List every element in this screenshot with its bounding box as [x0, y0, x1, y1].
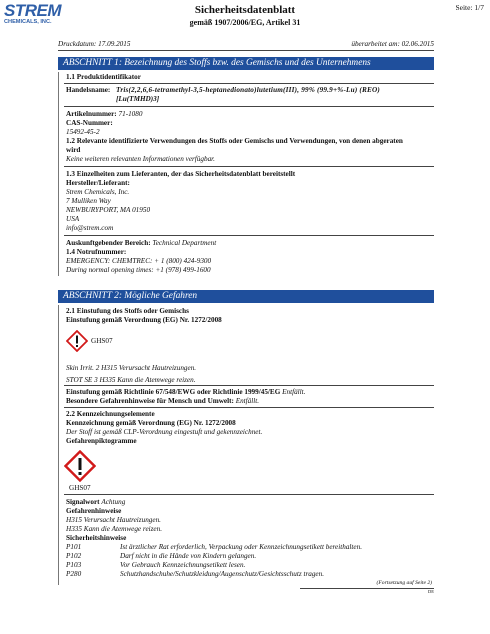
rule	[64, 235, 434, 236]
cas-label: CAS-Nummer:	[66, 119, 113, 127]
header-rule	[58, 50, 434, 51]
uses-text: Keine weiteren relevanten Informationen verfügbar.	[66, 155, 215, 163]
cas-value: 15492-45-2	[66, 128, 100, 136]
section-1-header	[58, 57, 434, 70]
trade-name-line-2: [Lu(TMHD)3]	[116, 95, 160, 103]
logo-subtitle: CHEMICALS, INC.	[4, 19, 52, 25]
p-code: P103	[66, 561, 82, 569]
p-text: Darf nicht in die Hände von Kindern gelangen.	[120, 552, 257, 560]
heading-1-2-line-1: 1.2 Relevante identifizierte Verwendungen des Stoffs oder Gemischs und Verwendungen, von denen abgeraten	[66, 137, 403, 145]
rule	[64, 385, 434, 386]
exclamation-hazard-icon	[66, 330, 88, 352]
info-dept-value: Technical Department	[152, 239, 217, 247]
hazard-statement: H335 Kann die Atemwege reizen.	[66, 525, 163, 533]
logo-wordmark: STREM	[4, 1, 61, 20]
stot-classification: STOT SE 3 H335 Kann die Atemwege reizen.	[66, 376, 196, 384]
info-dept-label: Auskunftgebender Bereich:	[66, 239, 151, 247]
document-title: Sicherheitsdatenblatt	[194, 4, 296, 16]
rule	[64, 494, 434, 495]
skin-irrit-classification: Skin Irrit. 2 H315 Verursacht Hautreizungen.	[66, 364, 197, 372]
old-directive-value: Entfällt.	[282, 388, 306, 396]
address-line: NEWBURYPORT, MA 01950	[66, 206, 151, 214]
signal-word-label: Signalwort	[66, 498, 100, 506]
document-subtitle: gemäß 1907/2006/EG, Artikel 31	[189, 18, 301, 27]
language-tag: DE	[428, 589, 434, 594]
heading-1-1: 1.1 Produktidentifikator	[66, 73, 141, 81]
section-1-title: ABSCHNITT 1: Bezeichnung des Stoffs bzw. des Gemischs und des Unternehmens	[63, 58, 371, 68]
emergency-phone: EMERGENCY: CHEMTREC: + 1 (800) 424-9300	[66, 257, 212, 265]
article-number-label: Artikelnummer:	[66, 110, 117, 118]
section-2-header	[58, 290, 434, 303]
rule	[64, 83, 434, 84]
section-1-margin-line	[58, 72, 59, 276]
pictograms-label: Gefahrenpiktogramme	[66, 437, 137, 445]
exclamation-hazard-icon	[64, 450, 96, 482]
precautionary-label: Sicherheitshinweise	[66, 534, 127, 542]
p-text: Schutzhandschuhe/Schutzkleidung/Augenschutz/Gesichtsschutz tragen.	[120, 570, 325, 578]
continued-note: (Fortsetzung auf Seite 2)	[376, 580, 432, 586]
heading-2-2: 2.2 Kennzeichnungselemente	[66, 410, 155, 418]
p-code: P102	[66, 552, 82, 560]
p-text: Vor Gebrauch Kennzeichnungsetikett lesen.	[120, 561, 246, 569]
clp-statement: Der Stoff ist gemäß CLP-Verordnung eingestuft und gekennzeichnet.	[66, 428, 263, 436]
heading-2-1: 2.1 Einstufung des Stoffs oder Gemischs	[66, 307, 189, 315]
heading-2-1-classification: Einstufung gemäß Verordnung (EG) Nr. 1272/2008	[66, 316, 222, 324]
ghs-code: GHS07	[69, 484, 91, 492]
heading-1-2-line-2: wird	[66, 146, 81, 154]
revision-date: überarbeitet am: 02.06.2015	[351, 40, 434, 48]
rule	[64, 166, 434, 167]
footer-rule	[300, 588, 434, 589]
trade-name-label: Handelsname:	[66, 86, 111, 94]
p-text: Ist ärztlicher Rat erforderlich, Verpackung oder Kennzeichnungsetikett bereithalten.	[120, 543, 362, 551]
address-line: Strem Chemicals, Inc.	[66, 188, 130, 196]
heading-1-4: 1.4 Notrufnummer:	[66, 248, 127, 256]
address-line: USA	[66, 215, 80, 223]
heading-2-2-labelling: Kennzeichnung gemäß Verordnung (EG) Nr. 1272/2008	[66, 419, 236, 427]
p-code: P280	[66, 570, 82, 578]
p-code: P101	[66, 543, 82, 551]
rule	[64, 106, 434, 107]
supplier-label: Hersteller/Lieferant:	[66, 179, 130, 187]
hazard-statements-label: Gefahrenhinweise	[66, 507, 122, 515]
signal-word-value: Achtung	[101, 498, 126, 506]
section-2-title: ABSCHNITT 2: Mögliche Gefahren	[63, 291, 198, 301]
trade-name-line-1: Tris(2,2,6,6-tetramethyl-3,5-heptanedionato)lutetium(III), 99% (99.9+%-Lu) (REO)	[116, 86, 380, 94]
ghs-code: GHS07	[91, 337, 113, 345]
hazard-statement: H315 Verursacht Hautreizungen.	[66, 516, 161, 524]
article-number-value: 71-1080	[118, 110, 143, 118]
rule	[64, 407, 434, 408]
section-2-margin-line	[58, 305, 59, 585]
supplier-email[interactable]: info@strem.com	[66, 224, 114, 232]
print-date: Druckdatum: 17.09.2015	[58, 40, 131, 48]
address-line: 7 Mulliken Way	[66, 197, 111, 205]
special-hazards-label: Besondere Gefahrenhinweise für Mensch und Umwelt:	[66, 397, 234, 405]
page-number: Seite: 1/7	[455, 3, 484, 12]
heading-1-3: 1.3 Einzelheiten zum Lieferanten, der das Sicherheitsdatenblatt bereitstellt	[66, 170, 296, 178]
opening-times-phone: During normal opening times: +1 (978) 499-1600	[66, 266, 211, 274]
special-hazards-value: Entfällt.	[235, 397, 260, 405]
old-directive-label: Einstufung gemäß Richtlinie 67/548/EWG oder Richtlinie 1999/45/EG	[66, 388, 281, 396]
